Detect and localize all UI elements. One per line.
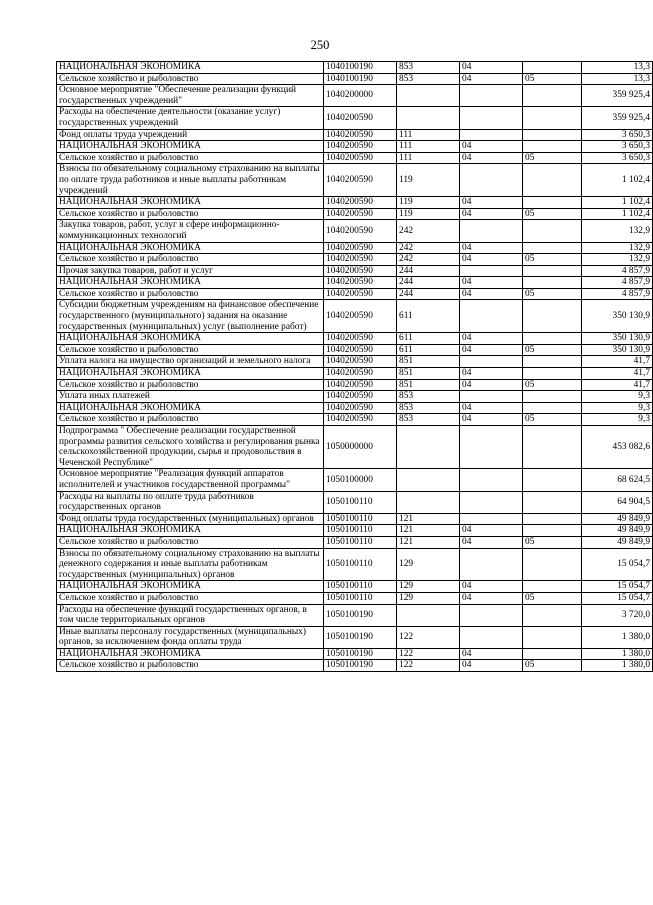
expense-name-cell: Подпрограмма " Обеспечение реализации государственной программы развития сельского хозяйства и регулирования рынка сельскохозяйственной продукции, сырья и продовольствия в Чеченской Республике" (57, 426, 324, 469)
expense-type-code-cell: 853 (397, 391, 460, 403)
expense-name-cell: НАЦИОНАЛЬНАЯ ЭКОНОМИКА (57, 402, 324, 414)
table-row (57, 288, 653, 300)
expense-type-code-cell: 851 (397, 368, 460, 380)
expense-name-cell: Сельское хозяйство и рыболовство (57, 379, 324, 391)
table-row (57, 581, 653, 593)
expense-name-cell: Основное мероприятие "Обеспечение реализации функций государственных учреждений" (57, 85, 324, 107)
expense-type-code-cell (397, 469, 460, 491)
expense-name-cell: Взносы по обязательному социальному страхованию на выплаты по оплате труда работников и иные выплаты работникам учреждений (57, 164, 324, 197)
table-row (57, 536, 653, 548)
expense-name-cell: Сельское хозяйство и рыболовство (57, 73, 324, 85)
expense-name-cell: Сельское хозяйство и рыболовство (57, 592, 324, 604)
section-code-cell: 04 (460, 536, 523, 548)
amount-cell: 1 102,4 (582, 164, 653, 197)
subsection-code-cell (523, 525, 582, 537)
expense-name-cell: Расходы на выплаты по оплате труда работников государственных органов (57, 491, 324, 513)
section-code-cell (460, 356, 523, 368)
section-code-cell (460, 220, 523, 242)
target-article-code-cell: 1040100190 (324, 73, 397, 85)
target-article-code-cell: 1050100110 (324, 548, 397, 581)
section-code-cell: 04 (460, 581, 523, 593)
target-article-code-cell: 1040200590 (324, 277, 397, 289)
page-number: 250 (310, 38, 330, 52)
subsection-code-cell (523, 333, 582, 345)
expense-name-cell: НАЦИОНАЛЬНАЯ ЭКОНОМИКА (57, 62, 324, 74)
section-code-cell (460, 300, 523, 333)
expense-name-cell: Субсидии бюджетным учреждениям на финансовое обеспечение государственного (муниципального) задания на оказание государственных (муниципальных) услуг (выполнение работ) (57, 300, 324, 333)
table-row (57, 197, 653, 209)
section-code-cell: 04 (460, 197, 523, 209)
amount-cell: 15 054,7 (582, 548, 653, 581)
expense-type-code-cell: 129 (397, 592, 460, 604)
section-code-cell: 04 (460, 344, 523, 356)
expense-type-code-cell (397, 85, 460, 107)
table-row (57, 548, 653, 581)
expense-type-code-cell: 129 (397, 581, 460, 593)
section-code-cell: 04 (460, 660, 523, 672)
expense-name-cell: Основное мероприятие "Реализация функций аппаратов исполнителей и участников государственной программы" (57, 469, 324, 491)
table-row (57, 129, 653, 141)
target-article-code-cell: 1050100190 (324, 604, 397, 626)
section-code-cell (460, 469, 523, 491)
target-article-code-cell: 1050100190 (324, 626, 397, 648)
subsection-code-cell (523, 391, 582, 403)
target-article-code-cell: 1040200590 (324, 414, 397, 426)
table-row (57, 426, 653, 469)
section-code-cell (460, 513, 523, 525)
expense-name-cell: НАЦИОНАЛЬНАЯ ЭКОНОМИКА (57, 333, 324, 345)
subsection-code-cell (523, 626, 582, 648)
section-code-cell (460, 129, 523, 141)
section-code-cell (460, 107, 523, 129)
target-article-code-cell: 1040200590 (324, 356, 397, 368)
subsection-code-cell: 05 (523, 288, 582, 300)
expense-name-cell: Сельское хозяйство и рыболовство (57, 254, 324, 266)
table-row (57, 414, 653, 426)
table-row (57, 300, 653, 333)
expense-name-cell: НАЦИОНАЛЬНАЯ ЭКОНОМИКА (57, 242, 324, 254)
expense-name-cell: Сельское хозяйство и рыболовство (57, 536, 324, 548)
section-code-cell (460, 85, 523, 107)
amount-cell: 49 849,9 (582, 536, 653, 548)
expense-name-cell: Расходы на обеспечение функций государственных органов, в том числе территориальных органов (57, 604, 324, 626)
amount-cell: 350 130,9 (582, 300, 653, 333)
table-row (57, 254, 653, 266)
target-article-code-cell: 1050100110 (324, 525, 397, 537)
target-article-code-cell: 1050100000 (324, 469, 397, 491)
target-article-code-cell: 1040200590 (324, 379, 397, 391)
table-row (57, 491, 653, 513)
target-article-code-cell: 1040200590 (324, 242, 397, 254)
amount-cell: 3 650,3 (582, 141, 653, 153)
amount-cell: 132,9 (582, 220, 653, 242)
amount-cell: 1 102,4 (582, 197, 653, 209)
subsection-code-cell (523, 402, 582, 414)
subsection-code-cell: 05 (523, 414, 582, 426)
target-article-code-cell: 1040200590 (324, 129, 397, 141)
expense-type-code-cell: 611 (397, 333, 460, 345)
expense-name-cell: Сельское хозяйство и рыболовство (57, 208, 324, 220)
table-row (57, 333, 653, 345)
section-code-cell (460, 265, 523, 277)
target-article-code-cell: 1050100110 (324, 581, 397, 593)
subsection-code-cell: 05 (523, 536, 582, 548)
target-article-code-cell: 1040200590 (324, 368, 397, 380)
section-code-cell: 04 (460, 208, 523, 220)
amount-cell: 9,3 (582, 391, 653, 403)
expense-name-cell: Сельское хозяйство и рыболовство (57, 660, 324, 672)
table-row (57, 379, 653, 391)
expense-name-cell: НАЦИОНАЛЬНАЯ ЭКОНОМИКА (57, 581, 324, 593)
subsection-code-cell: 05 (523, 344, 582, 356)
subsection-code-cell (523, 648, 582, 660)
section-code-cell (460, 426, 523, 469)
expense-name-cell: НАЦИОНАЛЬНАЯ ЭКОНОМИКА (57, 197, 324, 209)
expense-type-code-cell: 242 (397, 220, 460, 242)
amount-cell: 41,7 (582, 356, 653, 368)
table-row (57, 356, 653, 368)
amount-cell: 350 130,9 (582, 344, 653, 356)
amount-cell: 15 054,7 (582, 581, 653, 593)
amount-cell: 3 650,3 (582, 129, 653, 141)
subsection-code-cell (523, 513, 582, 525)
section-code-cell: 04 (460, 592, 523, 604)
target-article-code-cell: 1050100190 (324, 648, 397, 660)
table-row (57, 141, 653, 153)
expense-name-cell: Расходы на обеспечение деятельности (оказание услуг) государственных учреждений (57, 107, 324, 129)
expense-type-code-cell (397, 107, 460, 129)
expense-type-code-cell: 851 (397, 379, 460, 391)
amount-cell: 3 720,0 (582, 604, 653, 626)
subsection-code-cell: 05 (523, 152, 582, 164)
section-code-cell: 04 (460, 73, 523, 85)
table-row (57, 604, 653, 626)
target-article-code-cell: 1050100110 (324, 513, 397, 525)
expense-name-cell: Уплата налога на имущество организаций и земельного налога (57, 356, 324, 368)
target-article-code-cell: 1050000000 (324, 426, 397, 469)
target-article-code-cell: 1040200590 (324, 300, 397, 333)
subsection-code-cell: 05 (523, 73, 582, 85)
expense-type-code-cell: 122 (397, 660, 460, 672)
section-code-cell: 04 (460, 62, 523, 74)
table-row (57, 164, 653, 197)
expense-type-code-cell: 122 (397, 648, 460, 660)
target-article-code-cell: 1050100110 (324, 592, 397, 604)
expense-type-code-cell: 111 (397, 152, 460, 164)
subsection-code-cell: 05 (523, 254, 582, 266)
table-row (57, 391, 653, 403)
amount-cell: 68 624,5 (582, 469, 653, 491)
expense-type-code-cell: 122 (397, 626, 460, 648)
target-article-code-cell: 1040200590 (324, 391, 397, 403)
budget-table-body (57, 62, 653, 672)
expense-name-cell: Прочая закупка товаров, работ и услуг (57, 265, 324, 277)
subsection-code-cell (523, 300, 582, 333)
amount-cell: 41,7 (582, 379, 653, 391)
table-row (57, 344, 653, 356)
target-article-code-cell: 1040200590 (324, 265, 397, 277)
expense-name-cell: Сельское хозяйство и рыболовство (57, 414, 324, 426)
section-code-cell: 04 (460, 414, 523, 426)
section-code-cell (460, 626, 523, 648)
table-row (57, 648, 653, 660)
expense-name-cell: Сельское хозяйство и рыболовство (57, 152, 324, 164)
amount-cell: 1 380,0 (582, 660, 653, 672)
target-article-code-cell: 1040200590 (324, 220, 397, 242)
subsection-code-cell (523, 426, 582, 469)
subsection-code-cell (523, 220, 582, 242)
target-article-code-cell: 1040200590 (324, 164, 397, 197)
subsection-code-cell (523, 581, 582, 593)
section-code-cell: 04 (460, 402, 523, 414)
expense-name-cell: НАЦИОНАЛЬНАЯ ЭКОНОМИКА (57, 525, 324, 537)
amount-cell: 4 857,9 (582, 288, 653, 300)
section-code-cell (460, 604, 523, 626)
target-article-code-cell: 1040200000 (324, 85, 397, 107)
expense-type-code-cell: 111 (397, 129, 460, 141)
amount-cell: 64 904,5 (582, 491, 653, 513)
subsection-code-cell (523, 85, 582, 107)
section-code-cell: 04 (460, 368, 523, 380)
expense-type-code-cell (397, 604, 460, 626)
subsection-code-cell: 05 (523, 208, 582, 220)
expense-type-code-cell: 611 (397, 344, 460, 356)
table-row (57, 85, 653, 107)
subsection-code-cell: 05 (523, 379, 582, 391)
section-code-cell (460, 548, 523, 581)
subsection-code-cell (523, 129, 582, 141)
table-row (57, 626, 653, 648)
subsection-code-cell (523, 242, 582, 254)
expense-type-code-cell: 119 (397, 164, 460, 197)
section-code-cell: 04 (460, 254, 523, 266)
table-row (57, 62, 653, 74)
target-article-code-cell: 1040200590 (324, 333, 397, 345)
section-code-cell: 04 (460, 288, 523, 300)
expense-name-cell: Фонд оплаты труда государственных (муниципальных) органов (57, 513, 324, 525)
amount-cell: 15 054,7 (582, 592, 653, 604)
expense-name-cell: Уплата иных платежей (57, 391, 324, 403)
subsection-code-cell (523, 548, 582, 581)
subsection-code-cell (523, 491, 582, 513)
target-article-code-cell: 1050100110 (324, 491, 397, 513)
table-row (57, 525, 653, 537)
amount-cell: 350 130,9 (582, 333, 653, 345)
expense-name-cell: Взносы по обязательному социальному страхованию на выплаты денежного содержания и иные выплаты работникам государственных (муниципальных) органов (57, 548, 324, 581)
amount-cell: 1 380,0 (582, 626, 653, 648)
section-code-cell: 04 (460, 152, 523, 164)
amount-cell: 359 925,4 (582, 107, 653, 129)
amount-cell: 4 857,9 (582, 265, 653, 277)
target-article-code-cell: 1040200590 (324, 402, 397, 414)
amount-cell: 1 102,4 (582, 208, 653, 220)
target-article-code-cell: 1050100190 (324, 660, 397, 672)
target-article-code-cell: 1040200590 (324, 152, 397, 164)
amount-cell: 9,3 (582, 414, 653, 426)
expense-type-code-cell (397, 491, 460, 513)
amount-cell: 13,3 (582, 62, 653, 74)
amount-cell: 359 925,4 (582, 85, 653, 107)
expense-type-code-cell: 853 (397, 73, 460, 85)
subsection-code-cell (523, 277, 582, 289)
expense-name-cell: НАЦИОНАЛЬНАЯ ЭКОНОМИКА (57, 368, 324, 380)
expense-name-cell: НАЦИОНАЛЬНАЯ ЭКОНОМИКА (57, 648, 324, 660)
amount-cell: 453 082,6 (582, 426, 653, 469)
table-row (57, 242, 653, 254)
amount-cell: 132,9 (582, 254, 653, 266)
target-article-code-cell: 1040200590 (324, 107, 397, 129)
subsection-code-cell (523, 356, 582, 368)
table-row (57, 208, 653, 220)
expense-name-cell: Сельское хозяйство и рыболовство (57, 344, 324, 356)
table-row (57, 73, 653, 85)
expense-type-code-cell: 129 (397, 548, 460, 581)
table-row (57, 592, 653, 604)
section-code-cell: 04 (460, 242, 523, 254)
expense-name-cell: НАЦИОНАЛЬНАЯ ЭКОНОМИКА (57, 141, 324, 153)
target-article-code-cell: 1040200590 (324, 254, 397, 266)
table-row (57, 469, 653, 491)
section-code-cell: 04 (460, 141, 523, 153)
expense-type-code-cell: 242 (397, 254, 460, 266)
expense-type-code-cell: 853 (397, 62, 460, 74)
table-row (57, 265, 653, 277)
expense-type-code-cell: 244 (397, 288, 460, 300)
subsection-code-cell (523, 107, 582, 129)
section-code-cell: 04 (460, 525, 523, 537)
expense-type-code-cell: 242 (397, 242, 460, 254)
section-code-cell: 04 (460, 648, 523, 660)
table-row (57, 402, 653, 414)
table-row (57, 513, 653, 525)
target-article-code-cell: 1040200590 (324, 344, 397, 356)
expense-name-cell: НАЦИОНАЛЬНАЯ ЭКОНОМИКА (57, 277, 324, 289)
table-row (57, 107, 653, 129)
amount-cell: 4 857,9 (582, 277, 653, 289)
table-row (57, 277, 653, 289)
expense-type-code-cell: 853 (397, 414, 460, 426)
table-row (57, 220, 653, 242)
expense-name-cell: Закупка товаров, работ, услуг в сфере информационно-коммуникационных технологий (57, 220, 324, 242)
subsection-code-cell (523, 265, 582, 277)
expense-type-code-cell: 119 (397, 197, 460, 209)
section-code-cell: 04 (460, 379, 523, 391)
section-code-cell: 04 (460, 277, 523, 289)
subsection-code-cell (523, 141, 582, 153)
expense-name-cell: Фонд оплаты труда учреждений (57, 129, 324, 141)
expense-type-code-cell: 611 (397, 300, 460, 333)
subsection-code-cell (523, 197, 582, 209)
amount-cell: 9,3 (582, 402, 653, 414)
expense-type-code-cell: 111 (397, 141, 460, 153)
section-code-cell (460, 391, 523, 403)
table-row (57, 152, 653, 164)
target-article-code-cell: 1040200590 (324, 208, 397, 220)
table-row (57, 368, 653, 380)
amount-cell: 3 650,3 (582, 152, 653, 164)
subsection-code-cell (523, 164, 582, 197)
amount-cell: 49 849,9 (582, 513, 653, 525)
expense-type-code-cell: 121 (397, 536, 460, 548)
subsection-code-cell: 05 (523, 592, 582, 604)
subsection-code-cell (523, 604, 582, 626)
subsection-code-cell: 05 (523, 660, 582, 672)
section-code-cell: 04 (460, 333, 523, 345)
expense-type-code-cell: 119 (397, 208, 460, 220)
target-article-code-cell: 1040200590 (324, 197, 397, 209)
expense-name-cell: Иные выплаты персоналу государственных (муниципальных) органов, за исключением фонда оплаты труда (57, 626, 324, 648)
target-article-code-cell: 1050100110 (324, 536, 397, 548)
expense-type-code-cell (397, 426, 460, 469)
expense-type-code-cell: 121 (397, 525, 460, 537)
section-code-cell (460, 491, 523, 513)
amount-cell: 13,3 (582, 73, 653, 85)
section-code-cell (460, 164, 523, 197)
target-article-code-cell: 1040100190 (324, 62, 397, 74)
subsection-code-cell (523, 469, 582, 491)
expense-type-code-cell: 244 (397, 277, 460, 289)
amount-cell: 132,9 (582, 242, 653, 254)
expense-type-code-cell: 853 (397, 402, 460, 414)
amount-cell: 1 380,0 (582, 648, 653, 660)
expense-type-code-cell: 244 (397, 265, 460, 277)
expense-type-code-cell: 121 (397, 513, 460, 525)
budget-table (56, 61, 653, 672)
target-article-code-cell: 1040200590 (324, 288, 397, 300)
target-article-code-cell: 1040200590 (324, 141, 397, 153)
table-row (57, 660, 653, 672)
amount-cell: 41,7 (582, 368, 653, 380)
expense-type-code-cell: 851 (397, 356, 460, 368)
amount-cell: 49 849,9 (582, 525, 653, 537)
expense-name-cell: Сельское хозяйство и рыболовство (57, 288, 324, 300)
subsection-code-cell (523, 368, 582, 380)
subsection-code-cell (523, 62, 582, 74)
